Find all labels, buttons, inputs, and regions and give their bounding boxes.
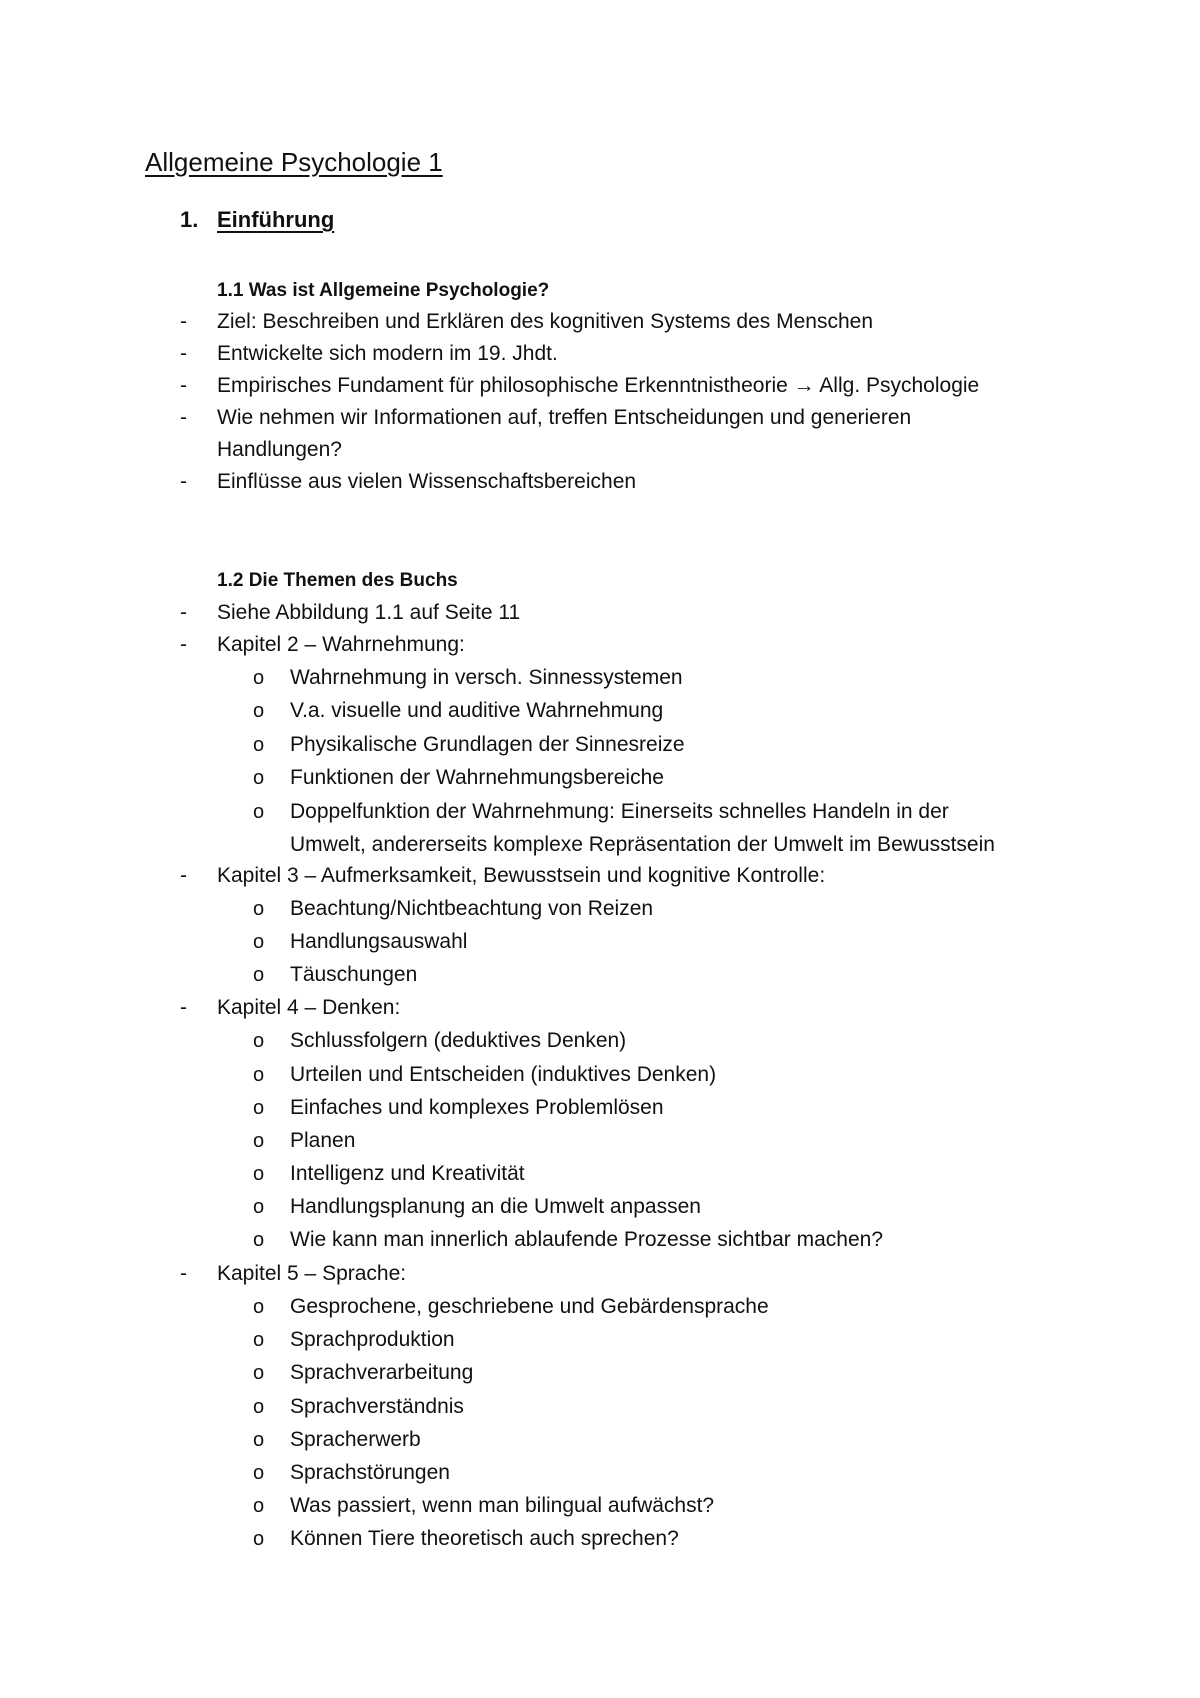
list-item-continuation: Umwelt, andererseits komplexe Repräsentation der Umwelt im Bewusstsein [290,833,995,856]
circle-bullet: o [253,801,265,823]
list-item: Intelligenz und Kreativität [290,1162,525,1185]
dash-bullet: - [180,633,187,656]
circle-bullet: o [253,1196,265,1218]
circle-bullet: o [253,700,265,722]
circle-bullet: o [253,667,265,689]
circle-bullet: o [253,1163,265,1185]
list-item-continuation: Handlungen? [217,438,342,461]
dash-bullet: - [180,864,187,887]
chapter-label: Kapitel 3 – Aufmerksamkeit, Bewusstsein und kognitive Kontrolle: [217,864,826,887]
circle-bullet: o [253,767,265,789]
circle-bullet: o [253,1429,265,1451]
circle-bullet: o [253,1362,265,1384]
dash-bullet: - [180,601,187,624]
list-item: Können Tiere theoretisch auch sprechen? [290,1527,679,1550]
list-item: Wie nehmen wir Informationen auf, treffen Entscheidungen und generieren [217,406,912,429]
list-item: Physikalische Grundlagen der Sinnesreize [290,733,685,756]
circle-bullet: o [253,1064,265,1086]
dash-bullet: - [180,310,187,333]
dash-bullet: - [180,1262,187,1285]
list-item: Planen [290,1129,356,1152]
list-item: Gesprochene, geschriebene und Gebärdensprache [290,1295,769,1318]
chapter-label: Kapitel 2 – Wahrnehmung: [217,633,465,656]
list-item: Sprachverarbeitung [290,1361,474,1384]
circle-bullet: o [253,1329,265,1351]
list-item: Einflüsse aus vielen Wissenschaftsbereichen [217,470,637,493]
list-item: Funktionen der Wahrnehmungsbereiche [290,766,664,789]
list-item: Wie kann man innerlich ablaufende Prozesse sichtbar machen? [290,1228,883,1251]
list-item: Handlungsplanung an die Umwelt anpassen [290,1195,701,1218]
list-item: Handlungsauswahl [290,930,468,953]
list-item: Schlussfolgern (deduktives Denken) [290,1029,627,1052]
dash-bullet: - [180,342,187,365]
list-item: Wahrnehmung in versch. Sinnessystemen [290,666,683,689]
circle-bullet: o [253,898,265,920]
circle-bullet: o [253,1229,265,1251]
circle-bullet: o [253,931,265,953]
section-number: 1. [180,207,199,232]
circle-bullet: o [253,964,265,986]
list-item: Urteilen und Entscheiden (induktives Denken) [290,1063,717,1086]
dash-bullet: - [180,996,187,1019]
circle-bullet: o [253,1130,265,1152]
list-item: Ziel: Beschreiben und Erklären des kognitiven Systems des Menschen [217,310,874,333]
chapter-label: Kapitel 4 – Denken: [217,996,401,1019]
circle-bullet: o [253,1495,265,1517]
list-item: Täuschungen [290,963,418,986]
circle-bullet: o [253,1296,265,1318]
circle-bullet: o [253,1528,265,1550]
list-item: Einfaches und komplexes Problemlösen [290,1096,664,1119]
list-item: Empirisches Fundament für philosophische Erkenntnistheorie → Allg. Psychologie [217,374,980,397]
dash-bullet: - [180,406,187,429]
list-item: Sprachstörungen [290,1461,450,1484]
list-item: V.a. visuelle und auditive Wahrnehmung [290,699,664,722]
list-item: Spracherwerb [290,1428,421,1451]
subsection-heading-1-2: 1.2 Die Themen des Buchs [217,570,458,591]
list-item: Doppelfunktion der Wahrnehmung: Einerseits schnelles Handeln in der [290,800,949,823]
circle-bullet: o [253,1462,265,1484]
document-title: Allgemeine Psychologie 1 [145,147,443,177]
section-title: Einführung [217,207,335,232]
list-item: Beachtung/Nichtbeachtung von Reizen [290,897,654,920]
circle-bullet: o [253,734,265,756]
circle-bullet: o [253,1030,265,1052]
list-item: Was passiert, wenn man bilingual aufwächst? [290,1494,715,1517]
circle-bullet: o [253,1097,265,1119]
dash-bullet: - [180,470,187,493]
circle-bullet: o [253,1396,265,1418]
subsection-heading-1-1: 1.1 Was ist Allgemeine Psychologie? [217,280,550,301]
list-item: Sprachproduktion [290,1328,455,1351]
dash-bullet: - [180,374,187,397]
list-item: Siehe Abbildung 1.1 auf Seite 11 [217,601,521,624]
list-item: Sprachverständnis [290,1395,464,1418]
chapter-label: Kapitel 5 – Sprache: [217,1262,407,1285]
list-item: Entwickelte sich modern im 19. Jhdt. [217,342,558,365]
